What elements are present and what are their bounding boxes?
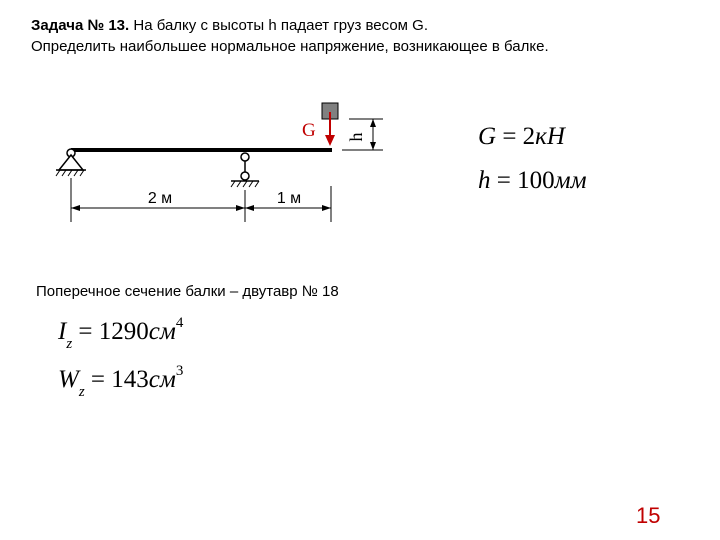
formula-iz-value: = 1290 bbox=[72, 318, 149, 345]
task-number: Задача № 13. bbox=[31, 17, 130, 34]
roller-support-middle bbox=[231, 153, 259, 187]
formula-wz-symbol: W bbox=[58, 366, 79, 393]
formula-h bbox=[478, 167, 587, 195]
pinned-support-left bbox=[56, 149, 86, 176]
formula-iz-symbol: I bbox=[58, 318, 67, 345]
page-number: 15 bbox=[636, 503, 661, 528]
formula-g bbox=[478, 123, 565, 151]
span-right-label: 1 м bbox=[276, 190, 302, 207]
formula-wz-subscript: z bbox=[78, 384, 85, 400]
formula-g-unit: кН bbox=[535, 123, 565, 150]
span-left-label: 2 м bbox=[147, 190, 173, 207]
formula-iz bbox=[58, 315, 184, 352]
formula-wz-value: = 143 bbox=[84, 366, 149, 393]
load-label: G bbox=[302, 120, 316, 141]
formula-iz-unit: см bbox=[148, 318, 176, 345]
formula-g-symbol: G bbox=[478, 123, 497, 150]
height-label: h bbox=[346, 132, 366, 142]
formula-h-value: = 100 bbox=[490, 167, 555, 194]
formula-h-symbol: h bbox=[478, 167, 491, 194]
task-line-2: Определить наибольшее нормальное напряжение, возникающее в балке. bbox=[31, 38, 549, 55]
formula-wz-unit: см bbox=[148, 366, 176, 393]
formula-wz-power: 3 bbox=[175, 363, 184, 379]
formula-g-value: = 2 bbox=[496, 123, 536, 150]
cross-section-text: Поперечное сечение балки – двутавр № 18 bbox=[36, 283, 339, 300]
task-line-1-text: На балку с высоты h падает груз весом G. bbox=[129, 17, 428, 34]
formula-iz-power: 4 bbox=[175, 315, 184, 331]
formula-iz-subscript: z bbox=[66, 336, 73, 352]
formula-wz bbox=[58, 363, 184, 400]
formula-h-unit: мм bbox=[554, 167, 587, 194]
